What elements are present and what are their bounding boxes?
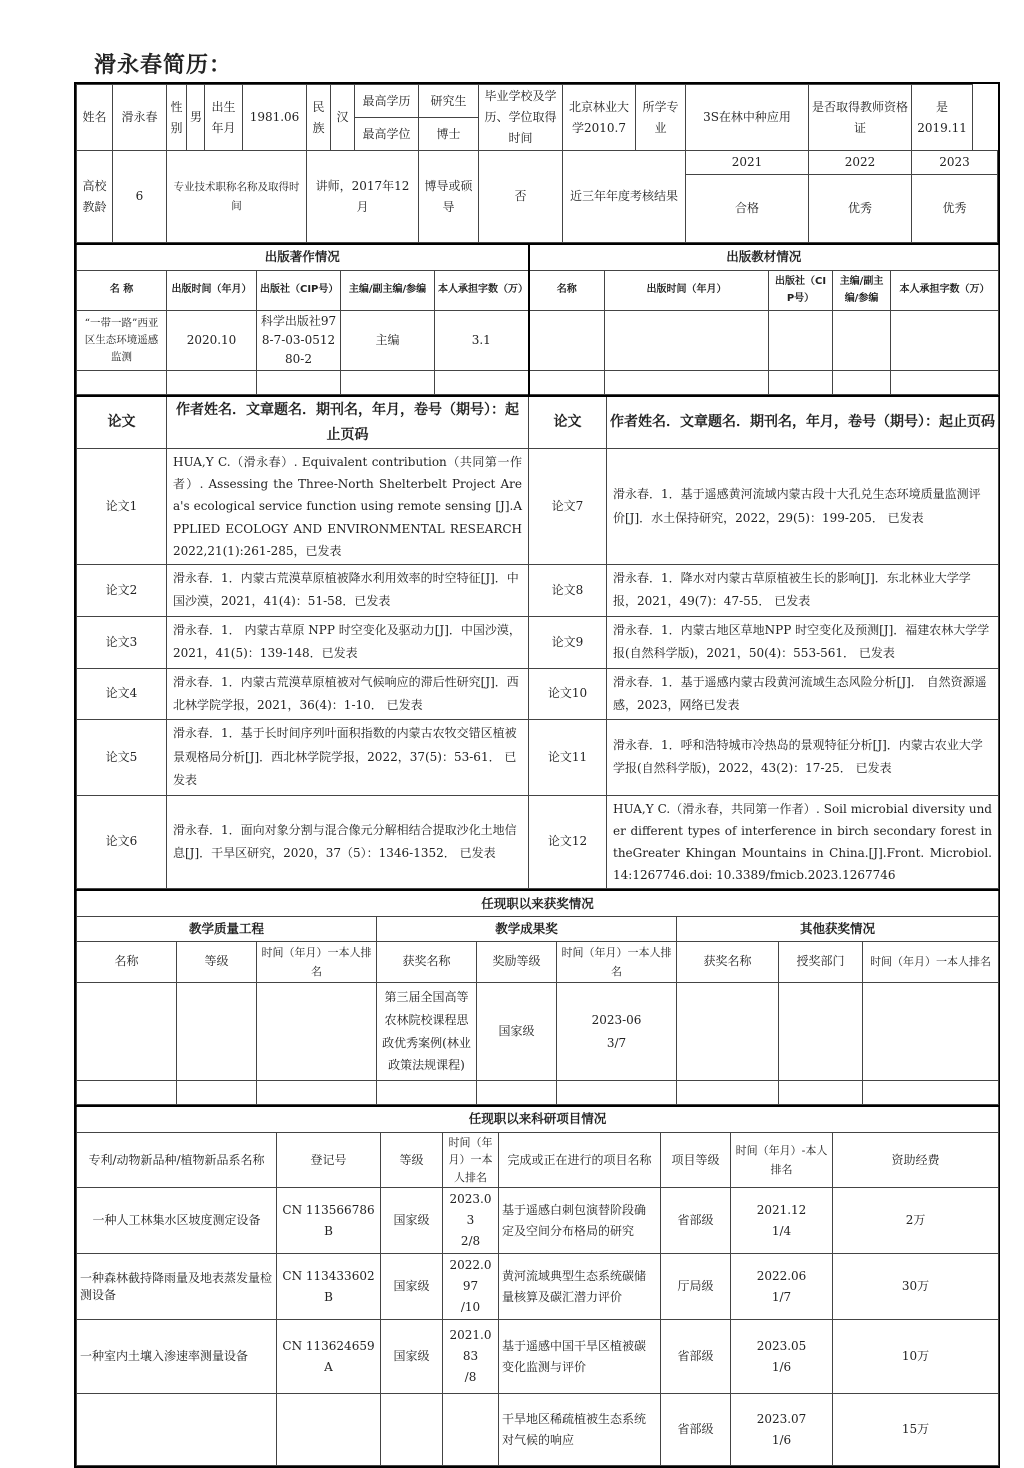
- table-row: [77, 668, 999, 720]
- papers-col-header-right: 作者姓名．文章题名．期刊名，年月，卷号（期号）：起止页码: [607, 396, 999, 449]
- project-level: 厅局级: [661, 1254, 731, 1320]
- table-row: [77, 720, 999, 795]
- book-time: 2020.10: [167, 310, 257, 371]
- patent-name: 一种室内土壤入渗速率测量设备: [77, 1320, 277, 1394]
- awards-group-achievement: 教学成果奖: [377, 916, 677, 941]
- project-fund: 2万: [833, 1188, 999, 1254]
- empty-cell: [779, 983, 863, 1081]
- assess-year-2022: 2022: [809, 151, 912, 175]
- years-label: 高校教龄: [77, 151, 113, 243]
- paper-label: 论文2: [77, 565, 167, 617]
- book-publisher: 科学出版社978-7-03-051280-2: [257, 310, 341, 371]
- degree-label: 最高学位: [355, 118, 419, 151]
- major-label: 所学专业: [636, 85, 686, 151]
- awards-c-col-time: 时间（年月）一本人排名: [863, 941, 999, 983]
- textbooks-col-words: 本人承担字数（万）: [891, 270, 999, 310]
- paper-text: HUA,Y C.（滑永春）. Equivalent contribution（共同第一作者）. Assessing the Three-North Shelterbelt Project Area's ecological service function using remote sensing [J].APPLIED ECOLOGY AND ENVIRONMENTAL RESEARCH 2022,21(1):261-285，已发表: [167, 449, 529, 565]
- table-row: [77, 795, 999, 889]
- book-role: 主编: [341, 310, 435, 371]
- textbooks-col-role: 主编/副主编/参编: [833, 270, 891, 310]
- paper-label: 论文9: [529, 616, 607, 668]
- advisor-label: 博导或硕导: [419, 151, 479, 243]
- birth-label: 出生年月: [205, 85, 243, 151]
- awards-b-col-level: 奖励等级: [477, 941, 557, 983]
- gender-label: 性别: [167, 85, 187, 151]
- empty-cell: [257, 1081, 377, 1105]
- awards-b-col-name: 获奖名称: [377, 941, 477, 983]
- empty-cell: [529, 310, 605, 371]
- awards-group-other: 其他获奖情况: [677, 916, 999, 941]
- awards-header: 任现职以来获奖情况: [77, 890, 999, 916]
- research-col-project: 完成或正在进行的项目名称: [499, 1132, 661, 1188]
- assess-year-2023: 2023: [912, 151, 998, 175]
- project-name: 基于遥感白刺包演替阶段确定及空间分布格局的研究: [499, 1188, 661, 1254]
- research-col-plevel: 项目等级: [661, 1132, 731, 1188]
- empty-cell: [863, 1081, 999, 1105]
- empty-cell: [177, 983, 257, 1081]
- paper-label: 论文5: [77, 720, 167, 795]
- paper-text: 滑永春．1．呼和浩特城市冷热岛的景观特征分析[J]．内蒙古农业大学学报(自然科学版)，2022，43(2)：17-25． 已发表: [607, 720, 999, 795]
- books-header-left: 出版著作情况: [77, 244, 529, 270]
- textbooks-col-publisher: 出版社（CIP号）: [769, 270, 833, 310]
- project-time: 2023.07 1/6: [731, 1394, 833, 1466]
- grad-value: 北京林业大学2010.7: [563, 85, 636, 151]
- empty-cell: [891, 310, 999, 371]
- title-value: 讲师，2017年12月: [307, 151, 419, 243]
- awards-a-col-level: 等级: [177, 941, 257, 983]
- empty-cell: [377, 1081, 477, 1105]
- empty-cell: [779, 1081, 863, 1105]
- paper-label: 论文1: [77, 449, 167, 565]
- empty-cell: [257, 371, 341, 395]
- degree-value: 博士: [419, 118, 479, 151]
- project-fund: 15万: [833, 1394, 999, 1466]
- paper-text: 滑永春．1．内蒙古地区草地NPP 时空变化及预测[J]．福建农林大学学报(自然科学版)，2021，50(4)：553-561． 已发表: [607, 616, 999, 668]
- paper-label: 论文3: [77, 616, 167, 668]
- name-label: 姓名: [77, 85, 113, 151]
- empty-cell: [833, 371, 891, 395]
- years-value: 6: [113, 151, 167, 243]
- empty-cell: [863, 983, 999, 1081]
- table-row: [77, 1254, 999, 1320]
- patent-reg: CN 113433602 B: [277, 1254, 381, 1320]
- edu-label: 最高学历: [355, 85, 419, 118]
- assess-result-2023: 优秀: [912, 175, 998, 243]
- paper-label: 论文12: [529, 795, 607, 889]
- empty-cell: [77, 983, 177, 1081]
- papers-table: [76, 395, 999, 889]
- ethnic-label: 民族: [307, 85, 331, 151]
- assess-result-2022: 优秀: [809, 175, 912, 243]
- paper-label: 论文6: [77, 795, 167, 889]
- patent-time: 2023.03 2/8: [443, 1188, 499, 1254]
- empty-cell: [77, 1081, 177, 1105]
- project-level: 省部级: [661, 1320, 731, 1394]
- papers-col-label-right: 论文: [529, 396, 607, 449]
- table-row: [77, 1394, 999, 1466]
- patent-name: 一种人工林集水区坡度测定设备: [77, 1188, 277, 1254]
- paper-label: 论文4: [77, 668, 167, 720]
- empty-cell: [477, 1081, 557, 1105]
- table-row: [77, 1081, 999, 1105]
- patent-reg: CN 113566786 B: [277, 1188, 381, 1254]
- research-col-reg: 登记号: [277, 1132, 381, 1188]
- paper-text: 滑永春．1．基于长时间序列叶面积指数的内蒙古农牧交错区植被景观格局分析[J]．西北林学院学报，2022，37(5)：53-61． 已发表: [167, 720, 529, 795]
- page-title: 滑永春简历：: [94, 53, 233, 78]
- empty-cell: [677, 1081, 779, 1105]
- resume-sheet: [74, 82, 1000, 1468]
- birth-value: 1981.06: [243, 85, 307, 151]
- paper-text: 滑永春．1．内蒙古荒漠草原植被对气候响应的滞后性研究[J]．西北林学院学报，2021，36(4)：1-10． 已发表: [167, 668, 529, 720]
- empty-cell: [341, 371, 435, 395]
- cert-label: 是否取得教师资格证: [809, 85, 912, 151]
- papers-col-header-left: 作者姓名．文章题名．期刊名，年月，卷号（期号）：起止页码: [167, 396, 529, 449]
- books-table: [76, 243, 999, 395]
- project-time: 2021.12 1/4: [731, 1188, 833, 1254]
- books-col-publisher: 出版社（CIP号）: [257, 270, 341, 310]
- gender-value: 男: [187, 85, 205, 151]
- award-b-time: 2023-06 3/7: [557, 983, 677, 1081]
- project-fund: 30万: [833, 1254, 999, 1320]
- paper-text: HUA,Y C.（滑永春，共同第一作者）. Soil microbial diversity under different types of interference in birch secondary forest in theGreater Khingan Mountains in China.[J].Front. Microbiol. 14:1267746.doi: 10.3389/fmicb.2023.1267746: [607, 795, 999, 889]
- paper-text: 滑永春．1．基于遥感内蒙古段黄河流域生态风险分析[J]． 自然资源遥感，2023，网络已发表: [607, 668, 999, 720]
- empty-cell: [605, 310, 769, 371]
- textbooks-col-time: 出版时间（年月）: [605, 270, 769, 310]
- books-header-right: 出版教材情况: [529, 244, 999, 270]
- project-level: 省部级: [661, 1394, 731, 1466]
- table-row: [77, 310, 999, 371]
- assess-label: 近三年年度考核结果: [563, 151, 686, 243]
- empty-cell: [167, 371, 257, 395]
- awards-a-col-name: 名称: [77, 941, 177, 983]
- empty-cell: [891, 371, 999, 395]
- research-table: [76, 1105, 999, 1466]
- patent-level: 国家级: [381, 1320, 443, 1394]
- empty-cell: [769, 310, 833, 371]
- paper-text: 滑永春．1． 内蒙古草原 NPP 时空变化及驱动力[J]．中国沙漠，2021，41(5)：139-148．已发表: [167, 616, 529, 668]
- project-fund: 10万: [833, 1320, 999, 1394]
- award-b-level: 国家级: [477, 983, 557, 1081]
- assess-result-2021: 合格: [686, 175, 809, 243]
- patent-reg: [277, 1394, 381, 1466]
- empty-cell: [435, 371, 529, 395]
- awards-a-col-time: 时间（年月）一本人排名: [257, 941, 377, 983]
- empty-cell: [833, 310, 891, 371]
- cert-value: 是 2019.11: [912, 85, 973, 151]
- patent-name: [77, 1394, 277, 1466]
- paper-label: 论文8: [529, 565, 607, 617]
- paper-label: 论文11: [529, 720, 607, 795]
- major-value: 3S在林中种应用: [686, 85, 809, 151]
- patent-time: 2022.097 /10: [443, 1254, 499, 1320]
- book-words: 3.1: [435, 310, 529, 371]
- project-time: 2022.06 1/7: [731, 1254, 833, 1320]
- table-row: [77, 565, 999, 617]
- books-col-time: 出版时间（年月）: [167, 270, 257, 310]
- name-value: 滑永春: [113, 85, 167, 151]
- grad-label: 毕业学校及学历、学位取得时间: [479, 85, 563, 151]
- books-col-words: 本人承担字数（万）: [435, 270, 529, 310]
- paper-text: 滑永春．1．内蒙古荒漠草原植被降水利用效率的时空特征[J]．中国沙漠，2021，41(4)：51-58．已发表: [167, 565, 529, 617]
- table-row: [77, 616, 999, 668]
- project-name: 干旱地区稀疏植被生态系统对气候的响应: [499, 1394, 661, 1466]
- research-col-fund: 资助经费: [833, 1132, 999, 1188]
- advisor-value: 否: [479, 151, 563, 243]
- project-name: 基于遥感中国干旱区植被碳变化监测与评价: [499, 1320, 661, 1394]
- basic-info-table: [76, 84, 998, 243]
- research-col-time: 时间（年月）-本人排名: [731, 1132, 833, 1188]
- patent-level: 国家级: [381, 1254, 443, 1320]
- research-header: 任现职以来科研项目情况: [77, 1106, 999, 1132]
- research-col-patent: 专利/动物新品种/植物新品系名称: [77, 1132, 277, 1188]
- paper-label: 论文7: [529, 449, 607, 565]
- project-time: 2023.05 1/6: [731, 1320, 833, 1394]
- table-row: [77, 449, 999, 565]
- patent-level: 国家级: [381, 1188, 443, 1254]
- paper-label: 论文10: [529, 668, 607, 720]
- table-row: [77, 1188, 999, 1254]
- awards-group-quality: 教学质量工程: [77, 916, 377, 941]
- empty-cell: [769, 371, 833, 395]
- research-col-ptime: 时间（年月）一本人排名: [443, 1132, 499, 1188]
- paper-text: 滑永春．1．面向对象分割与混合像元分解相结合提取沙化土地信息[J]．干旱区研究，2020，37（5）：1346-1352． 已发表: [167, 795, 529, 889]
- title-label: 专业技术职称名称及取得时间: [167, 151, 307, 243]
- project-name: 黄河流域典型生态系统碳储量核算及碳汇潜力评价: [499, 1254, 661, 1320]
- books-col-role: 主编/副主编/参编: [341, 270, 435, 310]
- awards-table: [76, 889, 999, 1105]
- empty-cell: [529, 371, 605, 395]
- paper-text: 滑永春．1．降水对内蒙古草原植被生长的影响[J]．东北林业大学学报，2021，49(7)：47-55． 已发表: [607, 565, 999, 617]
- edu-value: 研究生: [419, 85, 479, 118]
- table-row: [77, 371, 999, 395]
- empty-cell: [557, 1081, 677, 1105]
- empty-cell: [677, 983, 779, 1081]
- research-col-level: 等级: [381, 1132, 443, 1188]
- award-b-name: 第三届全国高等农林院校课程思政优秀案例(林业政策法规课程): [377, 983, 477, 1081]
- table-row: [77, 1320, 999, 1394]
- textbooks-col-name: 名称: [529, 270, 605, 310]
- book-name: “一带一路”西亚区生态环境遥感监测: [77, 310, 167, 371]
- empty-cell: [77, 371, 167, 395]
- awards-c-col-dept: 授奖部门: [779, 941, 863, 983]
- empty-cell: [257, 983, 377, 1081]
- empty-cell: [177, 1081, 257, 1105]
- awards-b-col-time: 时间（年月）一本人排名: [557, 941, 677, 983]
- patent-reg: CN 113624659 A: [277, 1320, 381, 1394]
- ethnic-value: 汉: [331, 85, 355, 151]
- empty-cell: [605, 371, 769, 395]
- papers-col-label-left: 论文: [77, 396, 167, 449]
- patent-level: [381, 1394, 443, 1466]
- patent-name: 一种森林截持降雨量及地表蒸发量检测设备: [77, 1254, 277, 1320]
- table-row: [77, 983, 999, 1081]
- assess-year-2021: 2021: [686, 151, 809, 175]
- patent-time: 2021.083 /8: [443, 1320, 499, 1394]
- books-col-name: 名 称: [77, 270, 167, 310]
- paper-text: 滑永春．1．基于遥感黄河流域内蒙古段十大孔兑生态环境质量监测评价[J]．水土保持研究，2022，29(5)：199-205． 已发表: [607, 449, 999, 565]
- project-level: 省部级: [661, 1188, 731, 1254]
- patent-time: [443, 1394, 499, 1466]
- awards-c-col-name: 获奖名称: [677, 941, 779, 983]
